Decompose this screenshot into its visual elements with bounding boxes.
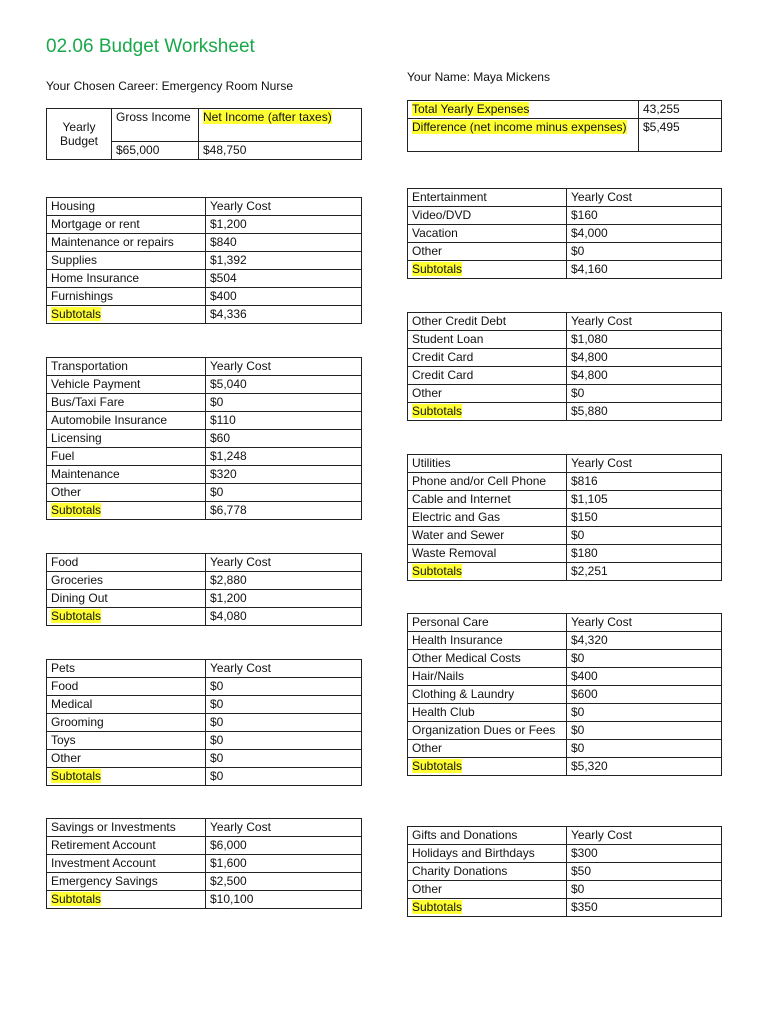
table-row: [408, 225, 722, 243]
item-cost: $400: [567, 668, 722, 686]
total-expenses-label: Total Yearly Expenses: [408, 101, 639, 119]
item-label: Other Medical Costs: [408, 650, 567, 668]
income-table: [46, 108, 362, 160]
item-cost: $150: [567, 509, 722, 527]
item-label: Toys: [47, 732, 206, 750]
table-row: [408, 509, 722, 527]
table-row: [47, 448, 362, 466]
item-label: Credit Card: [408, 367, 567, 385]
subtotal-label: Subtotals: [47, 608, 206, 626]
subtotal-value: $4,080: [206, 608, 362, 626]
item-cost: $0: [206, 696, 362, 714]
table-row: [47, 750, 362, 768]
cost-header: Yearly Cost: [206, 554, 362, 572]
table-row: [408, 632, 722, 650]
item-label: Charity Donations: [408, 863, 567, 881]
item-label: Health Insurance: [408, 632, 567, 650]
item-label: Dining Out: [47, 590, 206, 608]
item-cost: $180: [567, 545, 722, 563]
net-income-label: Net Income (after taxes): [199, 109, 362, 142]
item-label: Bus/Taxi Fare: [47, 394, 206, 412]
subtotal-row: [47, 891, 362, 909]
item-cost: $4,800: [567, 367, 722, 385]
housing-table: [46, 197, 362, 324]
table-row: [408, 349, 722, 367]
table-row: [47, 466, 362, 484]
item-cost: $1,392: [206, 252, 362, 270]
subtotal-row: [408, 899, 722, 917]
item-label: Retirement Account: [47, 837, 206, 855]
category-header: Housing: [47, 198, 206, 216]
subtotal-value: $5,320: [567, 758, 722, 776]
cost-header: Yearly Cost: [567, 189, 722, 207]
yearly-budget-label: Yearly Budget: [47, 109, 112, 160]
item-label: Organization Dues or Fees: [408, 722, 567, 740]
table-header-row: [47, 554, 362, 572]
pets-table: [46, 659, 362, 786]
category-header: Entertainment: [408, 189, 567, 207]
table-row: [408, 881, 722, 899]
page-title: 02.06 Budget Worksheet: [46, 36, 255, 57]
name-label: Your Name: Maya Mickens: [407, 70, 550, 84]
item-cost: $0: [206, 714, 362, 732]
item-cost: $0: [567, 650, 722, 668]
subtotal-value: $4,160: [567, 261, 722, 279]
category-header: Transportation: [47, 358, 206, 376]
item-label: Maintenance or repairs: [47, 234, 206, 252]
table-header-row: [408, 827, 722, 845]
food-table: [46, 553, 362, 626]
summary-table: [407, 100, 722, 152]
table-row: [408, 545, 722, 563]
net-income-value: $48,750: [199, 142, 362, 160]
category-header: Food: [47, 554, 206, 572]
table-row: [408, 207, 722, 225]
table-row: [47, 430, 362, 448]
item-label: Electric and Gas: [408, 509, 567, 527]
table-row: [408, 367, 722, 385]
table-header-row: [408, 455, 722, 473]
subtotal-row: [47, 768, 362, 786]
item-cost: $0: [206, 732, 362, 750]
item-label: Home Insurance: [47, 270, 206, 288]
item-label: Fuel: [47, 448, 206, 466]
item-cost: $0: [567, 385, 722, 403]
table-row: [408, 686, 722, 704]
item-label: Furnishings: [47, 288, 206, 306]
item-cost: $50: [567, 863, 722, 881]
item-label: Credit Card: [408, 349, 567, 367]
item-cost: $0: [567, 740, 722, 758]
difference-label: Difference (net income minus expenses): [408, 119, 639, 152]
table-row: [408, 331, 722, 349]
item-label: Licensing: [47, 430, 206, 448]
item-label: Waste Removal: [408, 545, 567, 563]
item-cost: $60: [206, 430, 362, 448]
subtotal-value: $2,251: [567, 563, 722, 581]
subtotal-value: $0: [206, 768, 362, 786]
category-header: Gifts and Donations: [408, 827, 567, 845]
subtotal-label: Subtotals: [408, 261, 567, 279]
table-row: [47, 678, 362, 696]
item-cost: $300: [567, 845, 722, 863]
category-header: Pets: [47, 660, 206, 678]
table-header-row: [47, 660, 362, 678]
subtotal-row: [408, 261, 722, 279]
item-label: Other: [408, 385, 567, 403]
item-cost: $0: [567, 527, 722, 545]
item-label: Cable and Internet: [408, 491, 567, 509]
cost-header: Yearly Cost: [206, 358, 362, 376]
table-row: [47, 376, 362, 394]
subtotal-value: $4,336: [206, 306, 362, 324]
item-label: Hair/Nails: [408, 668, 567, 686]
item-label: Maintenance: [47, 466, 206, 484]
table-header-row: [47, 198, 362, 216]
item-label: Vacation: [408, 225, 567, 243]
item-cost: $1,200: [206, 590, 362, 608]
item-label: Health Club: [408, 704, 567, 722]
item-label: Other: [47, 484, 206, 502]
item-cost: $840: [206, 234, 362, 252]
item-cost: $816: [567, 473, 722, 491]
entertainment-table: [407, 188, 722, 279]
cost-header: Yearly Cost: [567, 313, 722, 331]
subtotal-label: Subtotals: [408, 758, 567, 776]
item-cost: $4,320: [567, 632, 722, 650]
item-label: Food: [47, 678, 206, 696]
item-label: Other: [408, 243, 567, 261]
item-cost: $6,000: [206, 837, 362, 855]
item-label: Grooming: [47, 714, 206, 732]
table-header-row: [47, 819, 362, 837]
item-label: Water and Sewer: [408, 527, 567, 545]
table-row: [47, 732, 362, 750]
credit-table: [407, 312, 722, 421]
cost-header: Yearly Cost: [206, 198, 362, 216]
table-row: [47, 837, 362, 855]
item-label: Other: [408, 881, 567, 899]
item-label: Investment Account: [47, 855, 206, 873]
subtotal-label: Subtotals: [47, 306, 206, 324]
item-cost: $160: [567, 207, 722, 225]
subtotal-value: $10,100: [206, 891, 362, 909]
item-cost: $2,500: [206, 873, 362, 891]
category-header: Utilities: [408, 455, 567, 473]
table-row: [47, 252, 362, 270]
total-expenses-value: 43,255: [639, 101, 722, 119]
table-row: [408, 491, 722, 509]
table-row: [408, 863, 722, 881]
item-label: Phone and/or Cell Phone: [408, 473, 567, 491]
table-row: [47, 394, 362, 412]
table-row: [47, 873, 362, 891]
table-header-row: [47, 358, 362, 376]
item-cost: $0: [206, 394, 362, 412]
item-label: Medical: [47, 696, 206, 714]
table-row: [47, 288, 362, 306]
subtotal-row: [408, 563, 722, 581]
item-label: Groceries: [47, 572, 206, 590]
item-cost: $0: [567, 722, 722, 740]
table-header-row: [408, 313, 722, 331]
table-row: [47, 412, 362, 430]
cost-header: Yearly Cost: [206, 819, 362, 837]
cost-header: Yearly Cost: [567, 827, 722, 845]
savings-table: [46, 818, 362, 909]
subtotal-value: $5,880: [567, 403, 722, 421]
table-row: [408, 845, 722, 863]
subtotal-label: Subtotals: [408, 563, 567, 581]
table-row: [408, 740, 722, 758]
item-cost: $1,080: [567, 331, 722, 349]
item-cost: $400: [206, 288, 362, 306]
item-label: Clothing & Laundry: [408, 686, 567, 704]
subtotal-value: $6,778: [206, 502, 362, 520]
cost-header: Yearly Cost: [567, 455, 722, 473]
table-row: [47, 696, 362, 714]
table-row: [47, 234, 362, 252]
item-cost: $1,105: [567, 491, 722, 509]
subtotal-row: [408, 758, 722, 776]
table-row: [408, 650, 722, 668]
category-header: Personal Care: [408, 614, 567, 632]
personal-table: [407, 613, 722, 776]
item-label: Other: [47, 750, 206, 768]
table-row: [408, 473, 722, 491]
item-cost: $110: [206, 412, 362, 430]
table-header-row: [408, 614, 722, 632]
table-row: [47, 855, 362, 873]
item-cost: $0: [206, 484, 362, 502]
career-label: Your Chosen Career: Emergency Room Nurse: [46, 79, 294, 93]
item-cost: $4,000: [567, 225, 722, 243]
item-label: Supplies: [47, 252, 206, 270]
table-header-row: [408, 189, 722, 207]
item-cost: $1,600: [206, 855, 362, 873]
item-cost: $0: [567, 881, 722, 899]
item-label: Automobile Insurance: [47, 412, 206, 430]
item-label: Holidays and Birthdays: [408, 845, 567, 863]
subtotal-label: Subtotals: [47, 891, 206, 909]
cost-header: Yearly Cost: [567, 614, 722, 632]
table-row: [47, 572, 362, 590]
category-header: Other Credit Debt: [408, 313, 567, 331]
item-cost: $0: [567, 704, 722, 722]
gifts-table: [407, 826, 722, 917]
item-cost: $0: [206, 750, 362, 768]
item-label: Video/DVD: [408, 207, 567, 225]
item-cost: $1,248: [206, 448, 362, 466]
transportation-table: [46, 357, 362, 520]
gross-income-label: Gross Income: [112, 109, 199, 142]
table-row: [408, 668, 722, 686]
subtotal-row: [408, 403, 722, 421]
item-cost: $0: [567, 243, 722, 261]
gross-income-value: $65,000: [112, 142, 199, 160]
item-label: Emergency Savings: [47, 873, 206, 891]
table-row: [408, 722, 722, 740]
item-cost: $2,880: [206, 572, 362, 590]
category-header: Savings or Investments: [47, 819, 206, 837]
subtotal-label: Subtotals: [47, 502, 206, 520]
item-label: Other: [408, 740, 567, 758]
table-row: [47, 270, 362, 288]
subtotal-row: [47, 608, 362, 626]
table-row: [47, 590, 362, 608]
cost-header: Yearly Cost: [206, 660, 362, 678]
subtotal-label: Subtotals: [408, 403, 567, 421]
table-row: [408, 527, 722, 545]
difference-value: $5,495: [639, 119, 722, 152]
subtotal-label: Subtotals: [47, 768, 206, 786]
item-cost: $320: [206, 466, 362, 484]
utilities-table: [407, 454, 722, 581]
subtotal-row: [47, 502, 362, 520]
item-cost: $504: [206, 270, 362, 288]
subtotal-value: $350: [567, 899, 722, 917]
item-cost: $600: [567, 686, 722, 704]
table-row: [408, 385, 722, 403]
item-label: Vehicle Payment: [47, 376, 206, 394]
table-row: [47, 484, 362, 502]
item-cost: $4,800: [567, 349, 722, 367]
table-row: [47, 216, 362, 234]
table-row: [408, 243, 722, 261]
item-label: Mortgage or rent: [47, 216, 206, 234]
subtotal-row: [47, 306, 362, 324]
item-cost: $1,200: [206, 216, 362, 234]
item-label: Student Loan: [408, 331, 567, 349]
item-cost: $5,040: [206, 376, 362, 394]
table-row: [408, 704, 722, 722]
subtotal-label: Subtotals: [408, 899, 567, 917]
item-cost: $0: [206, 678, 362, 696]
table-row: [47, 714, 362, 732]
